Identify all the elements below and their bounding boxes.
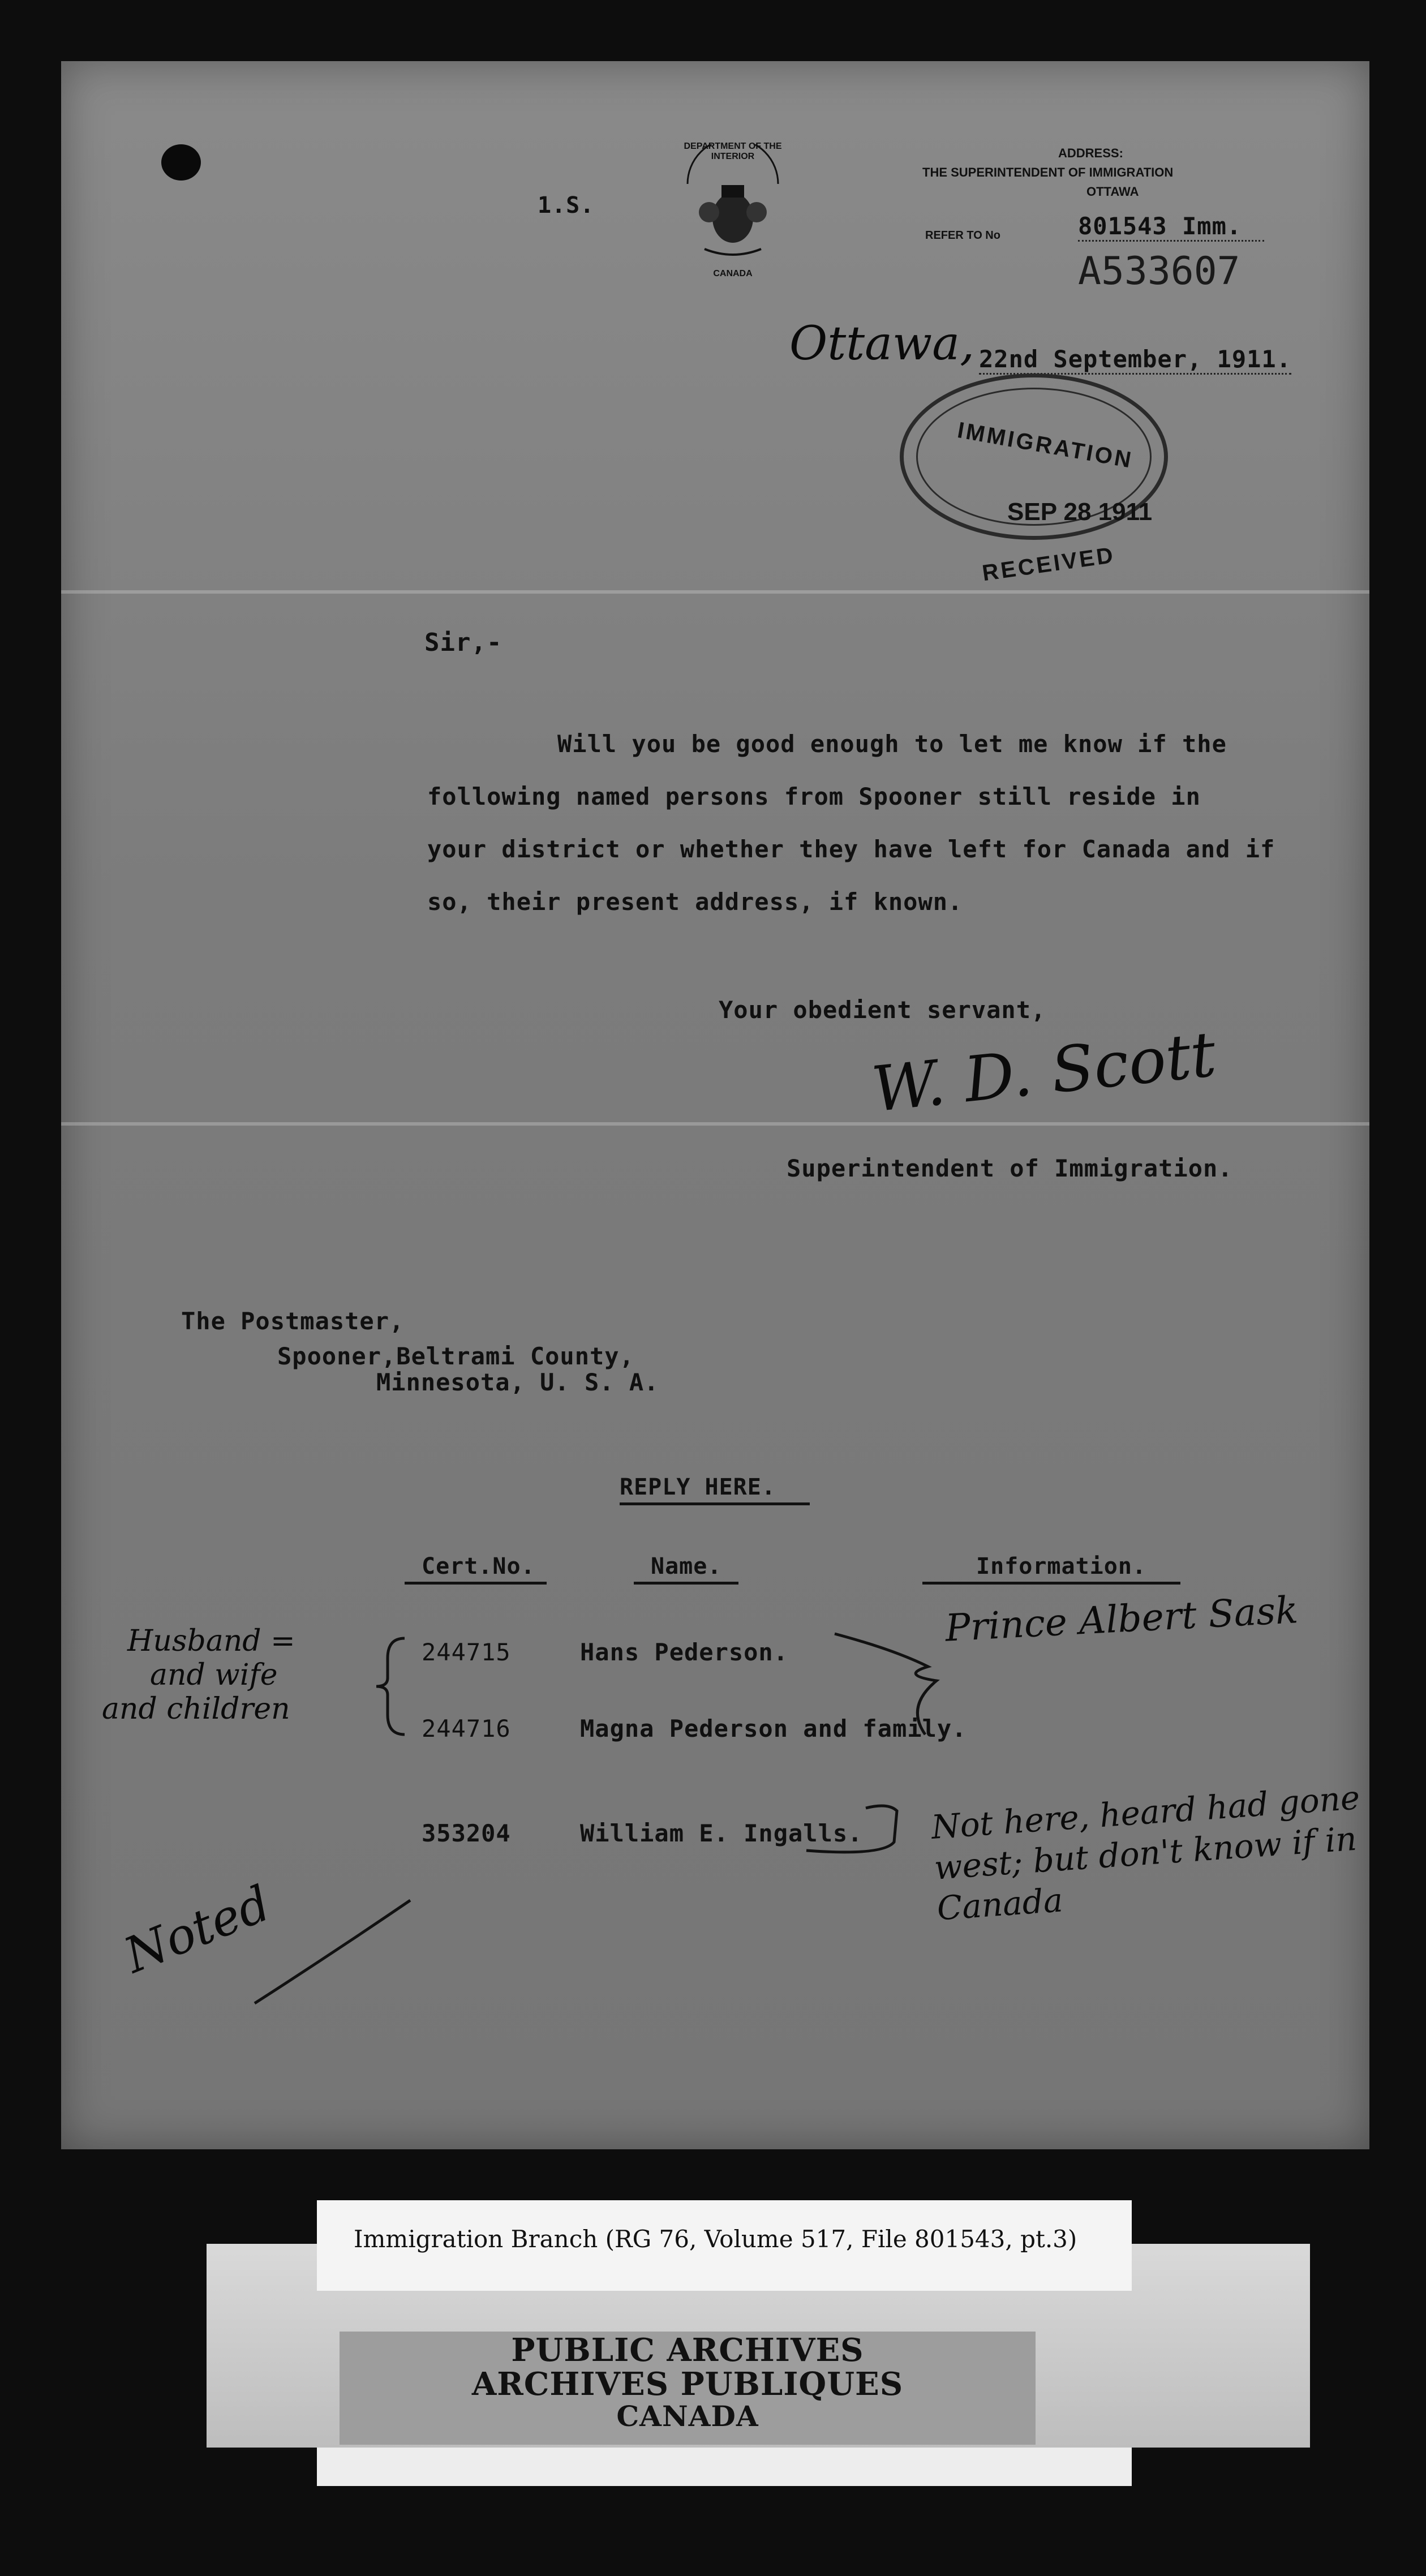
fold-line xyxy=(61,590,1369,594)
name-bracket-icon xyxy=(804,1800,928,1862)
fold-line xyxy=(61,1122,1369,1126)
row-1-name: Hans Pederson. xyxy=(580,1638,789,1666)
crest-bottom-text: CANADA xyxy=(713,269,753,278)
bracket-icon xyxy=(373,1635,407,1737)
date-place: Ottawa, xyxy=(789,317,975,371)
salutation: Sir,- xyxy=(424,628,502,657)
margin-note-line-3: and children xyxy=(102,1692,290,1726)
address-line-1: THE SUPERINTENDENT OF IMMIGRATION xyxy=(922,165,1174,179)
body-line-1: Will you be good enough to let me know if the xyxy=(557,730,1227,758)
stamp-bottom-text: RECEIVED xyxy=(981,542,1117,586)
signature: W. D. Scott xyxy=(868,1017,1219,1126)
stamp-number: A533607 xyxy=(1078,249,1240,294)
recipient-line-2: Spooner,Beltrami County, xyxy=(277,1342,634,1370)
archives-line-2: ARCHIVES PUBLIQUES xyxy=(471,2365,904,2403)
noted-mark: Noted xyxy=(117,1875,278,1985)
body-line-2: following named persons from Spooner still reside in xyxy=(427,783,1201,810)
date-value: 22nd September, 1911. xyxy=(979,345,1291,375)
column-cert-no: Cert.No. xyxy=(405,1553,547,1585)
body-line-3: your district or whether they have left for Canada and if xyxy=(427,835,1275,863)
recipient-line-1: The Postmaster, xyxy=(181,1307,405,1335)
margin-note-line-1: Husband = xyxy=(127,1624,295,1658)
body-line-4: so, their present address, if known. xyxy=(427,888,963,916)
margin-note-line-2: and wife xyxy=(150,1658,278,1692)
row-3-info: Not here, heard had gone west; but don't know if in Canada xyxy=(930,1778,1361,1928)
recipient-line-3: Minnesota, U. S. A. xyxy=(376,1368,659,1396)
row-2-name: Magna Pederson and family. xyxy=(580,1715,967,1742)
stamp-top-text: IMMIGRATION xyxy=(955,418,1135,473)
row-2-cert: 244716 xyxy=(422,1715,511,1742)
crest-icon xyxy=(676,144,789,283)
refer-number: 801543 Imm. xyxy=(1078,212,1264,242)
ink-blot xyxy=(161,144,201,181)
row-3-cert: 353204 xyxy=(422,1819,511,1847)
crest-top-text: DEPARTMENT OF THE INTERIOR xyxy=(684,141,782,161)
closing: Your obedient servant, xyxy=(719,996,1046,1024)
noted-stroke-icon xyxy=(249,1896,413,2009)
row-1-info: Prince Albert Sask xyxy=(944,1588,1299,1650)
address-label: ADDRESS: xyxy=(1058,146,1123,160)
column-name: Name. xyxy=(634,1553,738,1585)
reply-heading: REPLY HERE. xyxy=(620,1474,810,1505)
archives-line-1: PUBLIC ARCHIVES xyxy=(511,2332,864,2369)
address-line-2: OTTAWA xyxy=(1086,184,1139,199)
row-3-name: William E. Ingalls. xyxy=(580,1819,863,1847)
label-strip xyxy=(317,2448,1132,2486)
column-information: Information. xyxy=(922,1553,1180,1585)
row-1-cert: 244715 xyxy=(422,1638,511,1666)
archives-line-3: CANADA xyxy=(616,2399,759,2433)
signatory-title: Superintendent of Immigration. xyxy=(787,1154,1233,1182)
file-mark: 1.S. xyxy=(538,192,595,218)
stamp-date: SEP 28 1911 xyxy=(1007,498,1153,526)
refer-label: REFER TO No xyxy=(925,229,1000,242)
archive-caption: Immigration Branch (RG 76, Volume 517, File 801543, pt.3) xyxy=(354,2225,1077,2253)
